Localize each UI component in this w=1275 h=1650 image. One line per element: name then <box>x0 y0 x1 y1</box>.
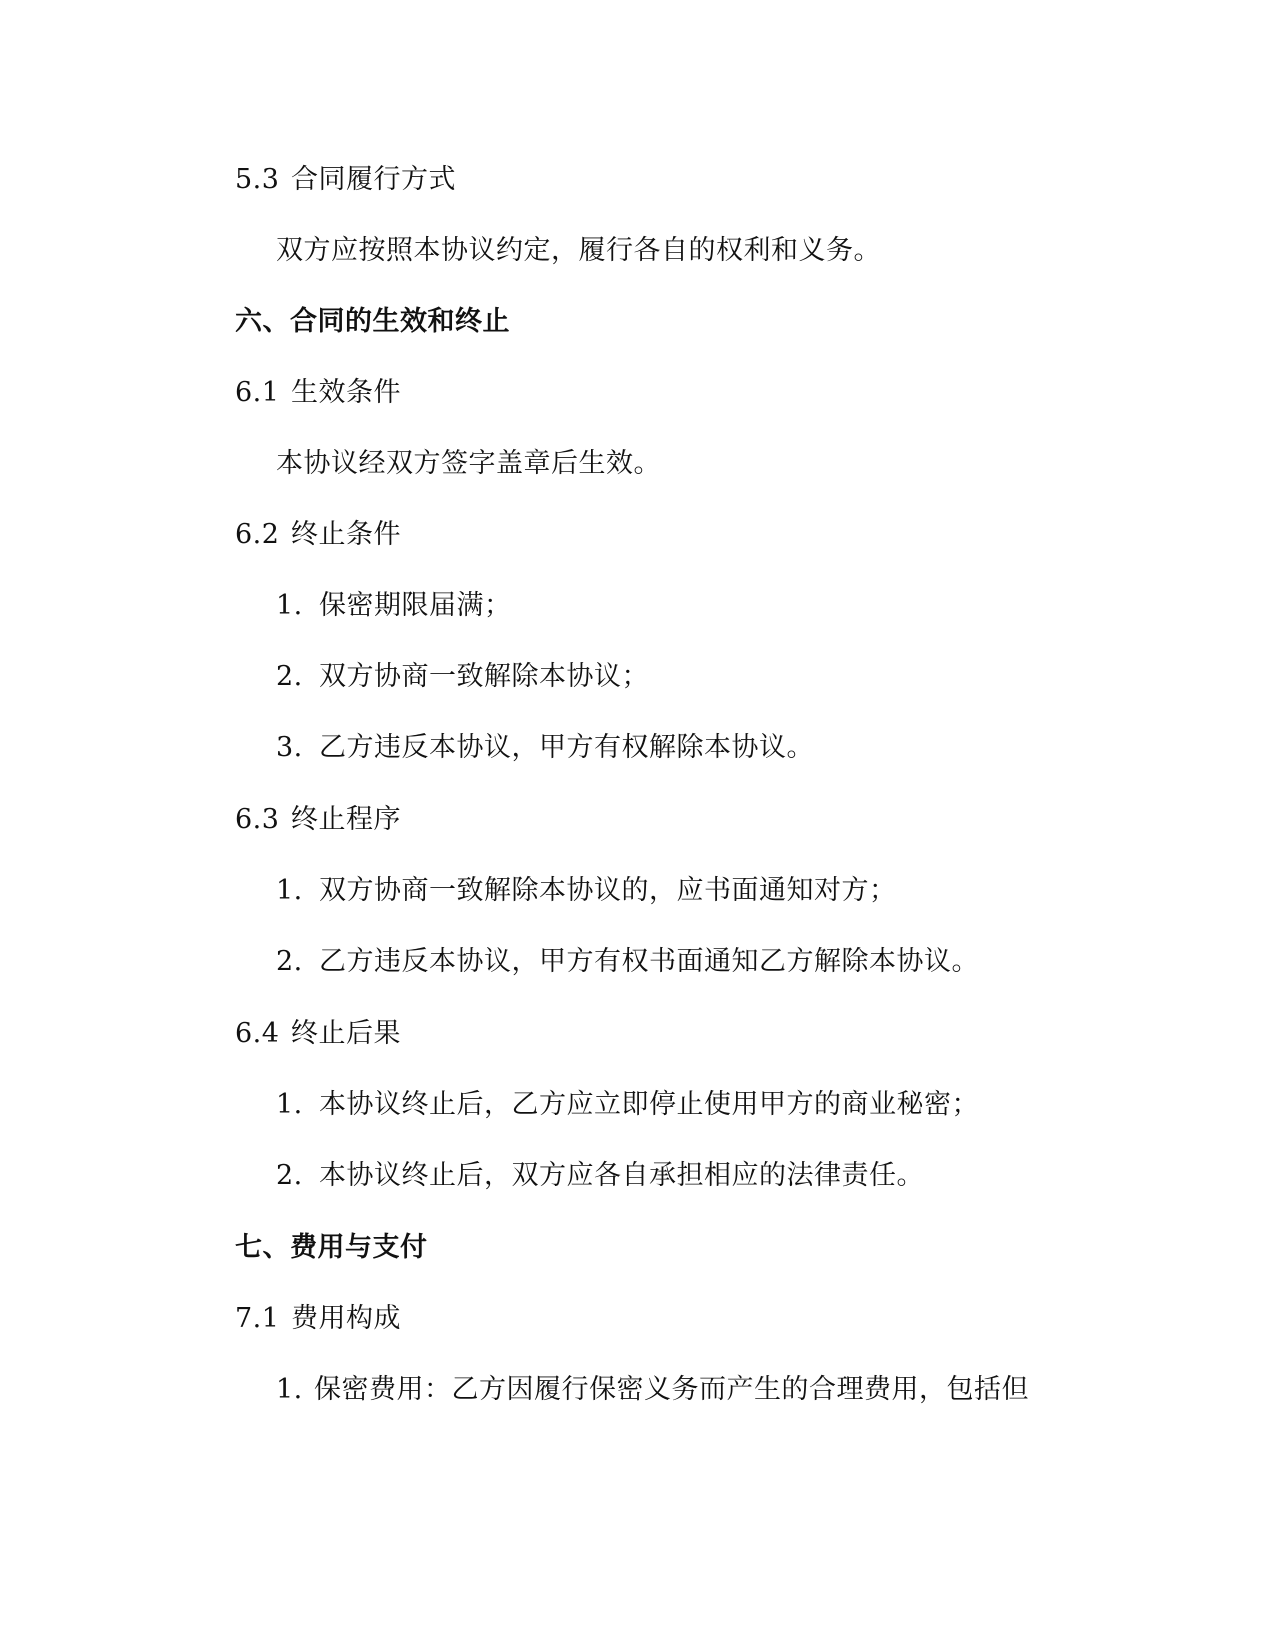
clause-heading-6-1 <box>235 375 401 411</box>
list-item-text: 保密期限届满； <box>319 590 512 621</box>
section-heading-6: 六、合同的生效和终止 <box>235 306 510 337</box>
list-item-text: 本协议终止后，乙方应立即停止使用甲方的商业秘密； <box>319 1089 979 1120</box>
clause-title: 终止后果 <box>291 1018 401 1049</box>
list-item <box>276 1087 979 1123</box>
list-item <box>276 873 897 909</box>
list-item-text: 双方协商一致解除本协议； <box>319 661 649 692</box>
list-item-number: 2. <box>276 946 303 977</box>
list-item-number: 1. <box>276 875 303 906</box>
list-item-number: 3. <box>276 732 303 763</box>
clause-number: 6.3 <box>235 804 280 835</box>
list-item <box>276 730 814 766</box>
clause-number: 6.1 <box>235 377 280 408</box>
list-item-number: 2. <box>276 1160 303 1191</box>
clause-number: 7.1 <box>235 1303 280 1334</box>
clause-heading-6-3 <box>235 802 401 838</box>
clause-heading-6-2 <box>235 517 401 553</box>
list-item <box>276 1158 924 1194</box>
list-item <box>276 1372 1029 1408</box>
clause-title: 费用构成 <box>291 1303 401 1334</box>
clause-number: 6.2 <box>235 519 280 550</box>
clause-body-6-1: 本协议经双方签字盖章后生效。 <box>276 448 661 479</box>
clause-heading-6-4 <box>235 1016 401 1052</box>
clause-heading-7-1 <box>235 1301 401 1337</box>
list-item-number: 1. <box>276 590 303 621</box>
list-item <box>276 944 979 980</box>
list-item <box>276 659 649 695</box>
clause-number: 6.4 <box>235 1018 280 1049</box>
list-item <box>276 588 512 624</box>
section-heading-7: 七、费用与支付 <box>235 1232 428 1263</box>
list-item-number: 2. <box>276 661 303 692</box>
clause-body-5-3: 双方应按照本协议约定，履行各自的权利和义务。 <box>276 235 881 266</box>
clause-title: 合同履行方式 <box>291 164 456 195</box>
list-item-text: 本协议终止后，双方应各自承担相应的法律责任。 <box>319 1160 924 1191</box>
list-item-number: 1. <box>276 1089 303 1120</box>
list-item-text: 乙方违反本协议，甲方有权解除本协议。 <box>319 732 814 763</box>
list-item-text: 保密费用：乙方因履行保密义务而产生的合理费用，包括但 <box>314 1374 1029 1405</box>
clause-number: 5.3 <box>235 164 280 195</box>
list-item-text: 乙方违反本协议，甲方有权书面通知乙方解除本协议。 <box>319 946 979 977</box>
clause-heading-5-3 <box>235 162 456 198</box>
clause-title: 生效条件 <box>291 377 401 408</box>
clause-title: 终止条件 <box>291 519 401 550</box>
list-item-number: 1. <box>276 1374 303 1405</box>
clause-title: 终止程序 <box>291 804 401 835</box>
list-item-text: 双方协商一致解除本协议的，应书面通知对方； <box>319 875 897 906</box>
